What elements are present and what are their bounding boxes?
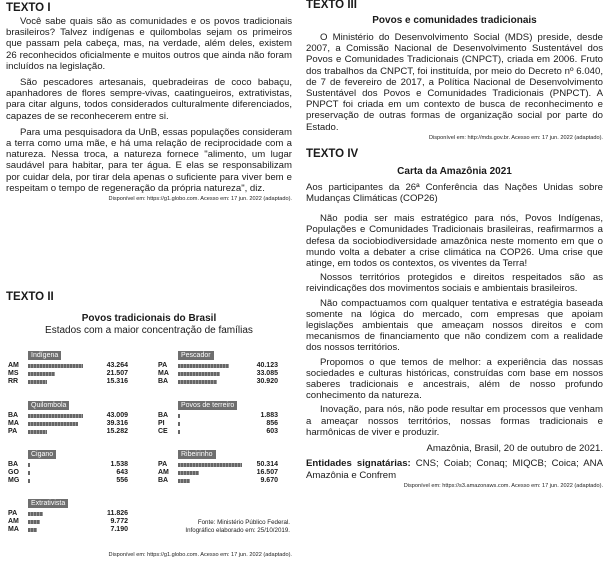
chart-value-label: 43.009: [106, 412, 128, 419]
chart-value-label: 16.507: [256, 469, 278, 476]
chart-value-label: 21.507: [106, 370, 128, 377]
chart-state-label: PA: [8, 510, 18, 517]
texto3-title: TEXTO III: [306, 0, 357, 11]
chart-state-label: MA: [8, 420, 19, 427]
chart-value-label: 30.920: [256, 378, 278, 385]
chart-state-label: MG: [8, 477, 20, 484]
chart-bar: [28, 512, 43, 516]
chart-bar: [28, 372, 55, 376]
chart-state-label: PA: [158, 461, 168, 468]
texto1-title: TEXTO I: [6, 2, 51, 14]
chart-bar: [178, 380, 217, 384]
chart-value-label: 39.316: [106, 420, 128, 427]
chart-bar: [28, 364, 83, 368]
texto4-source: Disponível em: https://s3.amazonaws.com. Acesso em: 17 jun. 2022 (adaptado).: [403, 482, 603, 489]
signatories-list: CNS; Coiab; Conaq; MIQCB; Coica; ANA Amazônia e Confrem: [306, 458, 603, 481]
chart-bar: [28, 414, 83, 418]
texto4-paragraph-2: Nossos territórios protegidos e direitos respeitados são as reivindicações dos movimentos sociais e ambientais brasileiros.: [306, 272, 603, 295]
chart-value-label: 643: [116, 469, 128, 476]
chart-value-label: 11.826: [106, 510, 128, 517]
chart-source-2: Infográfico elaborado em: 25/10/2019.: [185, 527, 290, 534]
chart-state-label: RR: [8, 378, 19, 385]
chart-state-label: BA: [158, 477, 169, 484]
texto4-heading: Carta da Amazônia 2021: [397, 165, 512, 177]
chart-bar: [28, 430, 47, 434]
texto4-paragraph-1: Não podia ser mais estratégico para nós, Povos Indígenas, Populações e Comunidades Tradicionais brasileiras, reafirmarmos a defesa da sociobiodiversidade amazônica neste momento em que o mundo volta a debater a crise climática na COP26. Uma crise que atinge, em todos os contextos, os viventes da Terra!: [306, 213, 603, 270]
chart-bar: [28, 380, 47, 384]
chart-bar: [178, 422, 180, 426]
chart-bar: [178, 479, 190, 483]
chart-state-label: AM: [8, 518, 19, 525]
chart-value-label: 9.772: [110, 518, 128, 525]
chart-group-label: Ribeirinho: [178, 450, 216, 459]
chart-state-label: BA: [158, 378, 169, 385]
chart-bar: [178, 364, 229, 368]
chart-group-label: Pescador: [178, 351, 214, 360]
texto2-source: Disponível em: https://g1.globo.com. Acesso em: 17 jun. 2022 (adaptado).: [108, 552, 292, 558]
chart-bar: [28, 463, 30, 467]
chart-state-label: MA: [8, 526, 19, 533]
chart-value-label: 556: [116, 477, 128, 484]
chart-group-label: Cigano: [28, 450, 56, 459]
chart-value-label: 40.123: [256, 362, 278, 369]
chart-value-label: 7.190: [110, 526, 128, 533]
chart-bar: [28, 471, 30, 475]
texto4-paragraph-4: Propomos o que temos de melhor: a experiência das nossas sociedades e culturas históricas, construídas com base em nossos saberes tradicionais e ancestrais, além de nosso profundo conhecimento da natureza.: [306, 356, 603, 402]
chart-bar: [178, 372, 220, 376]
chart-bar: [178, 430, 180, 434]
chart-state-label: CE: [158, 428, 168, 435]
chart-value-label: 1.538: [110, 461, 128, 468]
chart-bar: [178, 471, 199, 475]
chart-state-label: MA: [158, 370, 169, 377]
chart-state-label: BA: [8, 461, 19, 468]
chart-group-label: Povos de terreiro: [178, 401, 237, 410]
chart-group-label: Indígena: [28, 351, 61, 360]
texto3-heading: Povos e comunidades tradicionais: [372, 15, 537, 26]
chart-value-label: 43.264: [106, 362, 128, 369]
chart-state-label: PI: [158, 420, 165, 427]
chart-state-label: BA: [158, 412, 169, 419]
chart-value-label: 856: [266, 420, 278, 427]
chart-bar: [178, 463, 242, 467]
texto4-title: TEXTO IV: [306, 147, 359, 160]
right-column: [306, 0, 603, 490]
chart-value-label: 9.670: [260, 477, 278, 484]
chart-area: [6, 337, 292, 537]
chart-bar: [28, 422, 78, 426]
chart-value-label: 603: [266, 428, 278, 435]
texto2-title: TEXTO II: [6, 291, 54, 303]
texto4-paragraph-5: Inovação, para nós, não pode resultar em processos que venham a ameaçar nossos territórios, nossas formas tradicionais e harmônicas de viver e produzir.: [306, 404, 603, 438]
texto1-paragraph-1: Você sabe quais são as comunidades e os povos tradicionais brasileiros? Talvez indígenas e quilombolas sejam os primeiros que passam pela cabeça, mas, na verdade, além deles, existem 26 reconhecidos oficialmente e muitos outros que ainda não foram incluídos na legislação.: [6, 16, 292, 72]
texto4-intro: Aos participantes da 26ª Conferência das Nações Unidas sobre Mudanças Climáticas (COP26): [306, 181, 603, 205]
chart-state-label: AM: [158, 469, 169, 476]
signatories-label: Entidades signatárias:: [306, 458, 411, 470]
chart-group-label: Extrativista: [28, 499, 68, 508]
chart-value-label: 33.085: [256, 370, 278, 377]
chart-state-label: MS: [8, 370, 19, 377]
chart-state-label: AM: [8, 362, 19, 369]
texto1-source: Disponível em: https://g1.globo.com. Acesso em: 17 jun. 2022 (adaptado).: [108, 196, 292, 203]
chart-value-label: 50.314: [256, 461, 278, 468]
texto3-paragraph: O Ministério do Desenvolvimento Social (MDS) preside, desde 2007, a Comissão Nacional de Desenvolvimento Sustentável dos Povos e Comunidades Tradicionais (CNPCT), criada em 2006. Fruto dos trabalhos da CNPCT, foi instituída, por meio do Decreto nº 6.040, de 7 de fevereiro de 2017, a Política Nacional de Desenvolvimento Sustentável dos Povos e Comunidades Tradicionais (PNPCT). A PNPCT foi criada em um contexto de busca de reconhecimento e preservação de outras formas de organização social por parte do Estado.: [306, 32, 603, 133]
texto3-source: Disponível em: http://mds.gov.br. Acesso em: 17 jun. 2022 (adaptado).: [428, 134, 603, 141]
chart-value-label: 1.883: [260, 412, 278, 419]
chart-subtitle: Estados com a maior concentração de famílias: [45, 325, 253, 336]
chart-state-label: GO: [8, 469, 19, 476]
chart-group-label: Quilombola: [28, 401, 69, 410]
chart-source-1: Fonte: Ministério Público Federal.: [197, 519, 290, 526]
texto1-paragraph-3: Para uma pesquisadora da UnB, essas populações consideram a terra como uma mãe, e há uma relação de reciprocidade com a natureza. Nessa troca, a natureza fornece "alimento, um lugar saudável para habitar, para ter água. E elas se responsabilizam por cuidar dela, por tirar dela apenas o suficiente para viver bem e respeitam o tempo de regeneração da própria natureza", diz.: [6, 126, 292, 194]
chart-bar: [178, 414, 180, 418]
texto1-paragraph-2: São pescadores artesanais, quebradeiras de coco babaçu, apanhadores de flores sempre-vivas, caatingueiros, extrativistas, para citar alguns, todos considerados culturalmente diferenciados, capazes de se reconhecerem entre si.: [6, 77, 292, 122]
left-column: [6, 0, 292, 203]
chart-bar: [28, 479, 30, 483]
texto4-date: Amazônia, Brasil, 20 de outubro de 2021.: [426, 443, 603, 455]
chart-state-label: PA: [8, 428, 18, 435]
chart-bar: [28, 520, 40, 524]
chart-bar: [28, 528, 37, 532]
chart-value-label: 15.282: [106, 428, 128, 435]
texto4-signatories: [306, 458, 603, 480]
texto4-paragraph-3: Não compactuamos com qualquer tentativa e estratégia baseada somente na lógica do mercado, com empresas que apoiam legislações ambientais que ameaçam nossos direitos e com mecanismos de financiamento que não condizem com a realidade dos nossos territórios.: [306, 297, 603, 354]
chart-state-label: PA: [158, 362, 168, 369]
chart-title: Povos tradicionais do Brasil: [81, 313, 217, 324]
chart-state-label: BA: [8, 412, 19, 419]
chart-value-label: 15.316: [106, 378, 128, 385]
